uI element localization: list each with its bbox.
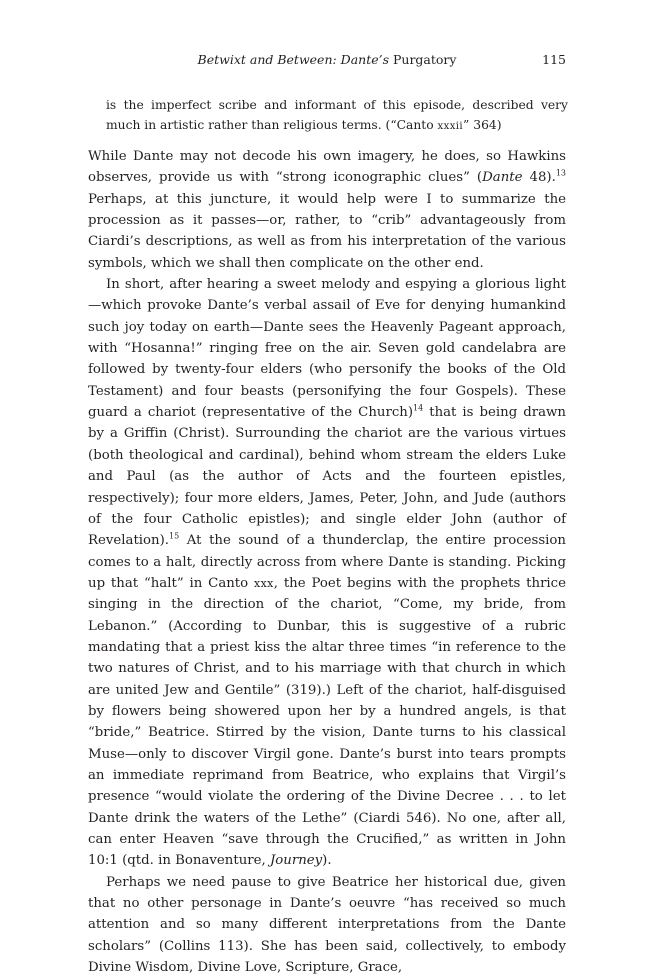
footnote-ref: 14	[413, 403, 424, 413]
canto-numeral: xxxii	[437, 120, 464, 132]
italic-title: Dante	[482, 170, 523, 186]
footnote-ref: 13	[555, 168, 567, 178]
text-run: Perhaps we need pause to give Beatrice her historical due, given that no other personage in Dante’s oeuvre “has received so much attention and so many different interpretations from the Dante scholars” (Collins 113). She has been said, collectively, to embody Divine Wisdom, Divine Love, Scripture, Grace,	[88, 874, 566, 976]
text-run: Perhaps, at this juncture, it would help were I to summarize the procession as it passes—or, rather, to “crib” advantageously from Ciardi’s descriptions, as well as from his interpretation of the various symbols, which we shall then complicate on the other end.	[88, 191, 566, 271]
text-run: At the sound of a thunderclap, the entire procession comes to a halt, directly across from where Dante is standing. Picking up that “halt” in Canto	[88, 533, 566, 591]
running-head-italic: Betwixt and Between: Dante’s	[197, 52, 390, 67]
paragraph-3	[88, 872, 566, 978]
text-run: 48).	[522, 170, 556, 186]
block-quotation	[106, 96, 568, 136]
canto-numeral: xxx	[254, 576, 274, 590]
page-header	[88, 52, 566, 72]
text-run: , the Poet begins with the prophets thrice singing in the direction of the chariot, “Come, my bride, from Lebanon.” (According to Dunbar, this is suggestive of a rubric mandating that a priest kiss the altar three times “in reference to the two natures of Christ, and to his marriage with that church in which are united Jew and Gentile” (319).) Left of the chariot, half-disguised by flowers being showered upon her by a hundred angels, is that “bride,” Beatrice. Stirred by the vision, Dante turns to his classical Muse—only to discover Virgil gone. Dante’s burst into tears prompts an immediate reprimand from Beatrice, who explains that Virgil’s presence “would violate the ordering of the Divine Decree . . . to let Dante drink the waters of the Lethe” (Ciardi 546). No one, after all, can enter Heaven “save through the Crucified,” as written in John 10:1 (qtd. in Bonaventure,	[88, 575, 566, 869]
text-run: that is being drawn by a Griffin (Christ). Surrounding the chariot are the various virtues (both theological and cardinal), behind whom stream the elders Luke and Paul (as the author of Acts and the fourteen epistles, respectively); four more elders, James, Peter, John, and Jude (authors of the four Catholic epistles); and single elder John (author of Revelation).	[88, 405, 566, 549]
paragraph-2	[88, 274, 566, 872]
italic-title: Journey	[269, 853, 323, 869]
running-head	[88, 52, 566, 67]
page-number: 115	[542, 52, 566, 67]
text-run: ).	[322, 853, 332, 869]
footnote-ref: 15	[169, 531, 180, 541]
running-head-roman: Purgatory	[389, 52, 457, 67]
paragraph-1	[88, 146, 566, 274]
body-text	[88, 146, 566, 978]
text-run: While Dante may not decode his own imagery, he does, so Hawkins observes, provide us with “strong iconographic clues” (	[88, 149, 566, 186]
blockquote-citation: ” 364)	[463, 117, 502, 132]
text-run: In short, after hearing a sweet melody and espying a glorious light—which provoke Dante’s verbal assail of Eve for denying humankind such joy today on earth—Dante sees the Heavenly Pageant approach, with “Hosanna!” ringing free on the air. Seven gold candelabra are followed by twenty-four elders (who personify the books of the Old Testament) and four beasts (personifying the four Gospels). These guard a chariot (representative of the Church)	[88, 277, 566, 421]
blockquote-text: is the imperfect scribe and informant of this episode, described very much in artistic rather than religious terms. (“Canto	[106, 98, 568, 132]
